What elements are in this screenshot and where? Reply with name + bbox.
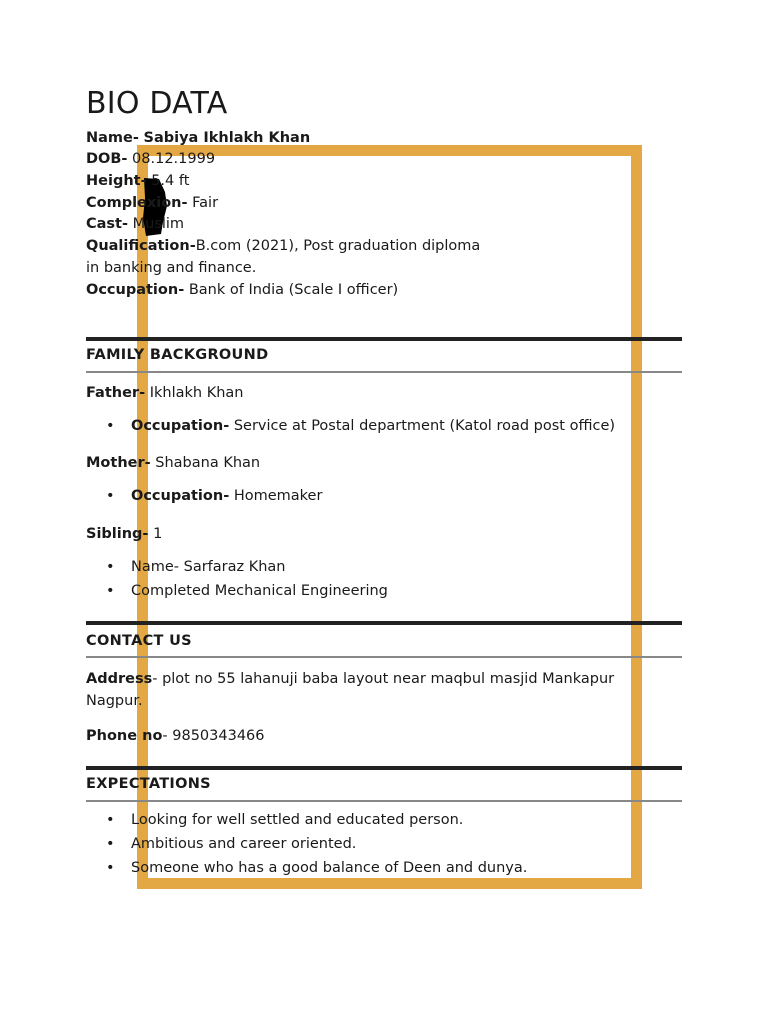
sibling-name: Name- Sarfaraz Khan [131,559,286,575]
bullet-icon: • [106,860,115,876]
complexion-label: Complexion- [86,195,188,211]
expectations-heading: EXPECTATIONS [86,776,211,792]
father-value: Ikhlakh Khan [149,385,244,401]
qualification-row [86,236,480,256]
section-divider-thick [86,337,682,341]
occupation-value: Bank of India (Scale I officer) [188,282,399,298]
section-divider-thin [86,800,682,802]
sibling-value: 1 [153,526,163,542]
mother-occupation-label: Occupation- [131,488,230,504]
father-occupation-value: Service at Postal department (Katol road post office) [233,418,616,434]
mother-label: Mother- [86,455,151,471]
complexion-row [86,193,218,213]
sibling-education: Completed Mechanical Engineering [131,583,388,599]
mother-row [86,453,260,473]
qualification-value: B.com (2021), Post graduation diploma [195,238,481,254]
cast-row [86,214,184,234]
qualification-continuation: in banking and finance. [86,260,257,276]
bullet-icon: • [106,812,115,828]
occupation-label: Occupation- [86,282,185,298]
address-continuation: Nagpur. [86,693,143,709]
cast-value: Muslim [132,216,185,232]
name-row [86,128,310,148]
name-label: Name- [86,130,139,146]
name-value: Sabiya Ikhlakh Khan [143,130,311,146]
phone-row [86,726,265,746]
bullet-icon: • [106,559,115,575]
sibling-row [86,524,162,544]
dob-row [86,149,215,169]
dob-label: DOB- [86,151,128,167]
mother-value: Shabana Khan [155,455,261,471]
phone-label: Phone no [86,728,163,744]
address-label: Address [86,671,153,687]
height-label: Height- [86,173,147,189]
father-row [86,383,243,403]
qualification-label: Qualification- [86,238,196,254]
dob-value: 08.12.1999 [132,151,216,167]
father-occupation-label: Occupation- [131,418,230,434]
family-heading: FAMILY BACKGROUND [86,347,269,363]
cast-label: Cast- [86,216,129,232]
expectation-item: Looking for well settled and educated person. [131,812,464,828]
section-divider-thick [86,766,682,770]
occupation-row [86,280,398,300]
section-divider-thin [86,371,682,373]
mother-occupation [131,488,322,504]
sibling-label: Sibling- [86,526,149,542]
section-divider-thin [86,656,682,658]
bullet-icon: • [106,488,115,504]
father-label: Father- [86,385,146,401]
height-row [86,171,189,191]
father-occupation [131,418,615,434]
decorative-frame [137,145,642,889]
section-divider-thick [86,621,682,625]
bullet-icon: • [106,836,115,852]
complexion-value: Fair [192,195,219,211]
address-value: - plot no 55 lahanuji baba layout near maqbul masjid Mankapur [152,671,615,687]
phone-value: - 9850343466 [162,728,265,744]
height-value: 5.4 ft [151,173,190,189]
expectation-item: Someone who has a good balance of Deen and dunya. [131,860,528,876]
expectation-item: Ambitious and career oriented. [131,836,357,852]
page-title: BIO DATA [86,86,228,121]
address-row [86,669,614,689]
bullet-icon: • [106,418,115,434]
mother-occupation-value: Homemaker [233,488,323,504]
bullet-icon: • [106,583,115,599]
contact-heading: CONTACT US [86,633,192,649]
